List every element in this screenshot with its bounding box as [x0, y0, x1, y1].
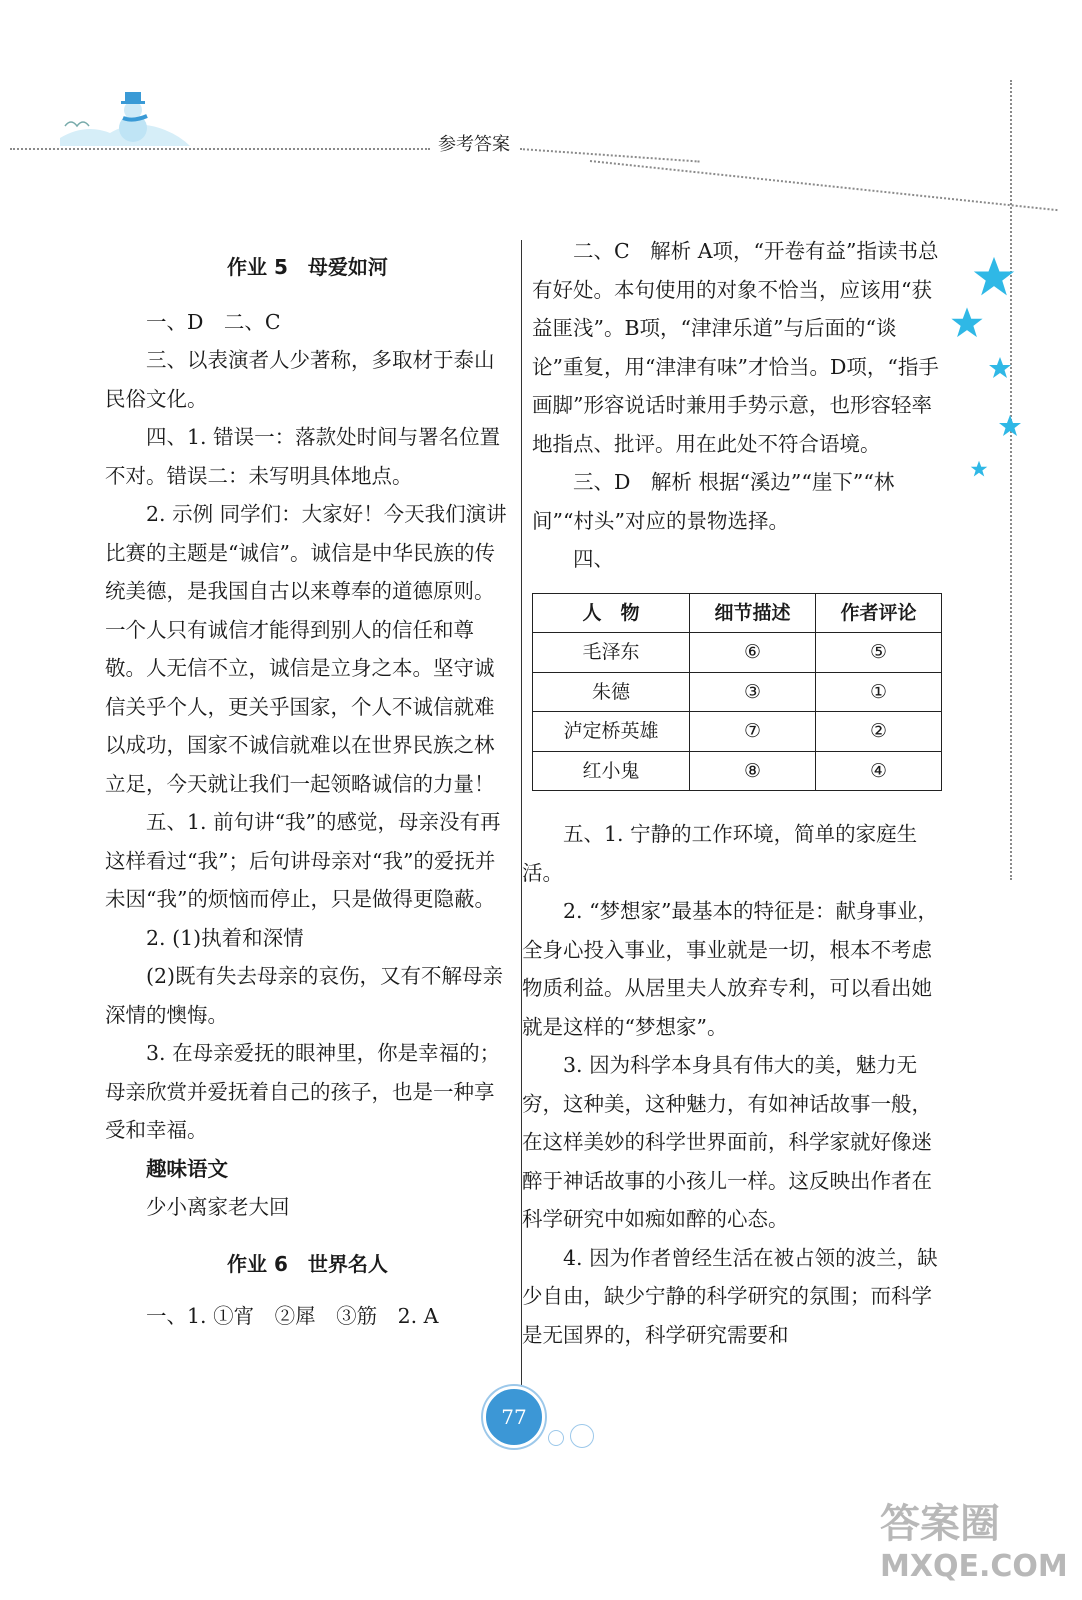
table-header-row	[533, 593, 942, 633]
table-header-cell: 人 物	[533, 593, 690, 633]
answer-paragraph: 4. 因为作者曾经生活在被占领的波兰，缺少自由，缺少宁静的科学研究的氛围；而科学是无国界的，科学研究需要和	[522, 1245, 938, 1347]
header-rule-diagonal	[590, 160, 1058, 211]
table-cell: ②	[816, 712, 942, 752]
table-cell: ①	[816, 672, 942, 712]
answer-paragraph: 3. 因为科学本身具有伟大的美，魅力无穷，这种美，这种魅力，有如神话故事一般，在这样美妙的科学世界面前，科学家就好像迷醉于神话故事的小孩儿一样。这反映出作者在科学研究中如痴如醉的心态。	[522, 1053, 932, 1231]
answer-paragraph: 少小离家老大回	[146, 1195, 290, 1219]
watermark-url: MXQE.COM	[880, 1549, 1068, 1584]
page-number: 77	[483, 1386, 545, 1448]
star-icon	[988, 356, 1012, 380]
table-cell: ⑧	[690, 751, 816, 791]
table-row	[533, 633, 942, 673]
answer-paragraph: 一、1. ①宵 ②犀 ③筋 2. A	[146, 1304, 439, 1328]
answer-paragraph: 三、D 解析 根据“溪边”“崖下”“林间”“村头”对应的景物选择。	[532, 470, 895, 533]
answer-paragraph: 五、1. 前句讲“我”的感觉，母亲没有再这样看过“我”；后句讲母亲对“我”的爱抚并未因“我”的烦恼而停止，只是做得更隐蔽。	[105, 810, 501, 911]
answer-paragraph: 一、D 二、C	[146, 309, 281, 334]
table-header-cell: 细节描述	[690, 593, 816, 633]
watermark-logo	[880, 1500, 1080, 1600]
table-cell: 朱德	[533, 672, 690, 712]
star-icon	[998, 414, 1022, 438]
answer-paragraph: 2. “梦想家”最基本的特征是：献身事业，全身心投入事业，事业就是一切，根本不考虑物质利益。从居里夫人放弃专利，可以看出她就是这样的“梦想家”。	[522, 899, 939, 1039]
answer-paragraph: 四、1. 错误一：落款处时间与署名位置不对。错误二：未写明具体地点。	[105, 425, 501, 488]
table-cell: 泸定桥英雄	[533, 712, 690, 752]
answer-paragraph: 2. (1)执着和深情	[146, 925, 304, 950]
answer-paragraph: 3. 在母亲爱抚的眼神里，你是幸福的；母亲欣赏并爱抚着自己的孩子，也是一种享受和幸福。	[105, 1041, 501, 1142]
answer-paragraph: 2. 示例 同学们：大家好！今天我们演讲比赛的主题是“诚信”。诚信是中华民族的传统美德，是我国自古以来尊奉的道德原则。一个人只有诚信才能得到别人的信任和尊敬。人无信不立，诚信是立身之本。坚守诚信关乎个人，更关乎国家，个人不诚信就难以成功，国家不诚信就难以在世界民族之林立足，今天就让我们一起领略诚信的力量！	[105, 502, 507, 796]
table-row	[533, 751, 942, 791]
table-header-cell: 作者评论	[816, 593, 942, 633]
table-cell: ③	[690, 672, 816, 712]
answer-paragraph: (2)既有失去母亲的哀伤，又有不解母亲深情的懊悔。	[105, 964, 504, 1027]
right-column	[522, 232, 942, 1354]
table-row	[533, 712, 942, 752]
star-icon	[950, 306, 984, 340]
star-icon	[970, 460, 988, 478]
star-icon	[972, 255, 1016, 299]
left-column	[105, 248, 510, 1336]
decor-circle	[548, 1430, 564, 1446]
homework6-title: 作业 6 世界名人	[227, 1251, 388, 1276]
table-row	[533, 672, 942, 712]
fun-chinese-heading: 趣味语文	[146, 1156, 228, 1181]
answer-paragraph: 三、以表演者人少著称，多取材于泰山民俗文化。	[105, 348, 495, 411]
header-rule-left	[10, 148, 430, 150]
character-table	[532, 593, 942, 792]
table-cell: ⑤	[816, 633, 942, 673]
decor-circle	[570, 1424, 594, 1448]
homework5-title: 作业 5 母爱如河	[227, 255, 388, 279]
margin-dotted-line	[1010, 80, 1012, 880]
answer-paragraph: 二、C 解析 A项，“开卷有益”指读书总有好处。本句使用的对象不恰当，应该用“获益匪浅”。B项，“津津乐道”与后面的“谈论”重复，用“津津有味”才恰当。D项，“指手画脚”形容说话时兼用手势示意，也形容轻率地指点、批评。用在此处不符合语境。	[532, 239, 939, 456]
header-rule-right	[520, 148, 700, 163]
snowman-icon	[55, 88, 195, 150]
table-cell: ⑥	[690, 633, 816, 673]
watermark-text: 答案圈	[880, 1501, 1000, 1547]
table-cell: ④	[816, 751, 942, 791]
page-header-title: 参考答案	[438, 134, 510, 155]
table-cell: 毛泽东	[533, 633, 690, 673]
answer-paragraph: 五、1. 宁静的工作环境，简单的家庭生活。	[522, 822, 918, 885]
table-cell: ⑦	[690, 712, 816, 752]
answer-paragraph: 四、	[573, 547, 614, 571]
table-cell: 红小鬼	[533, 751, 690, 791]
